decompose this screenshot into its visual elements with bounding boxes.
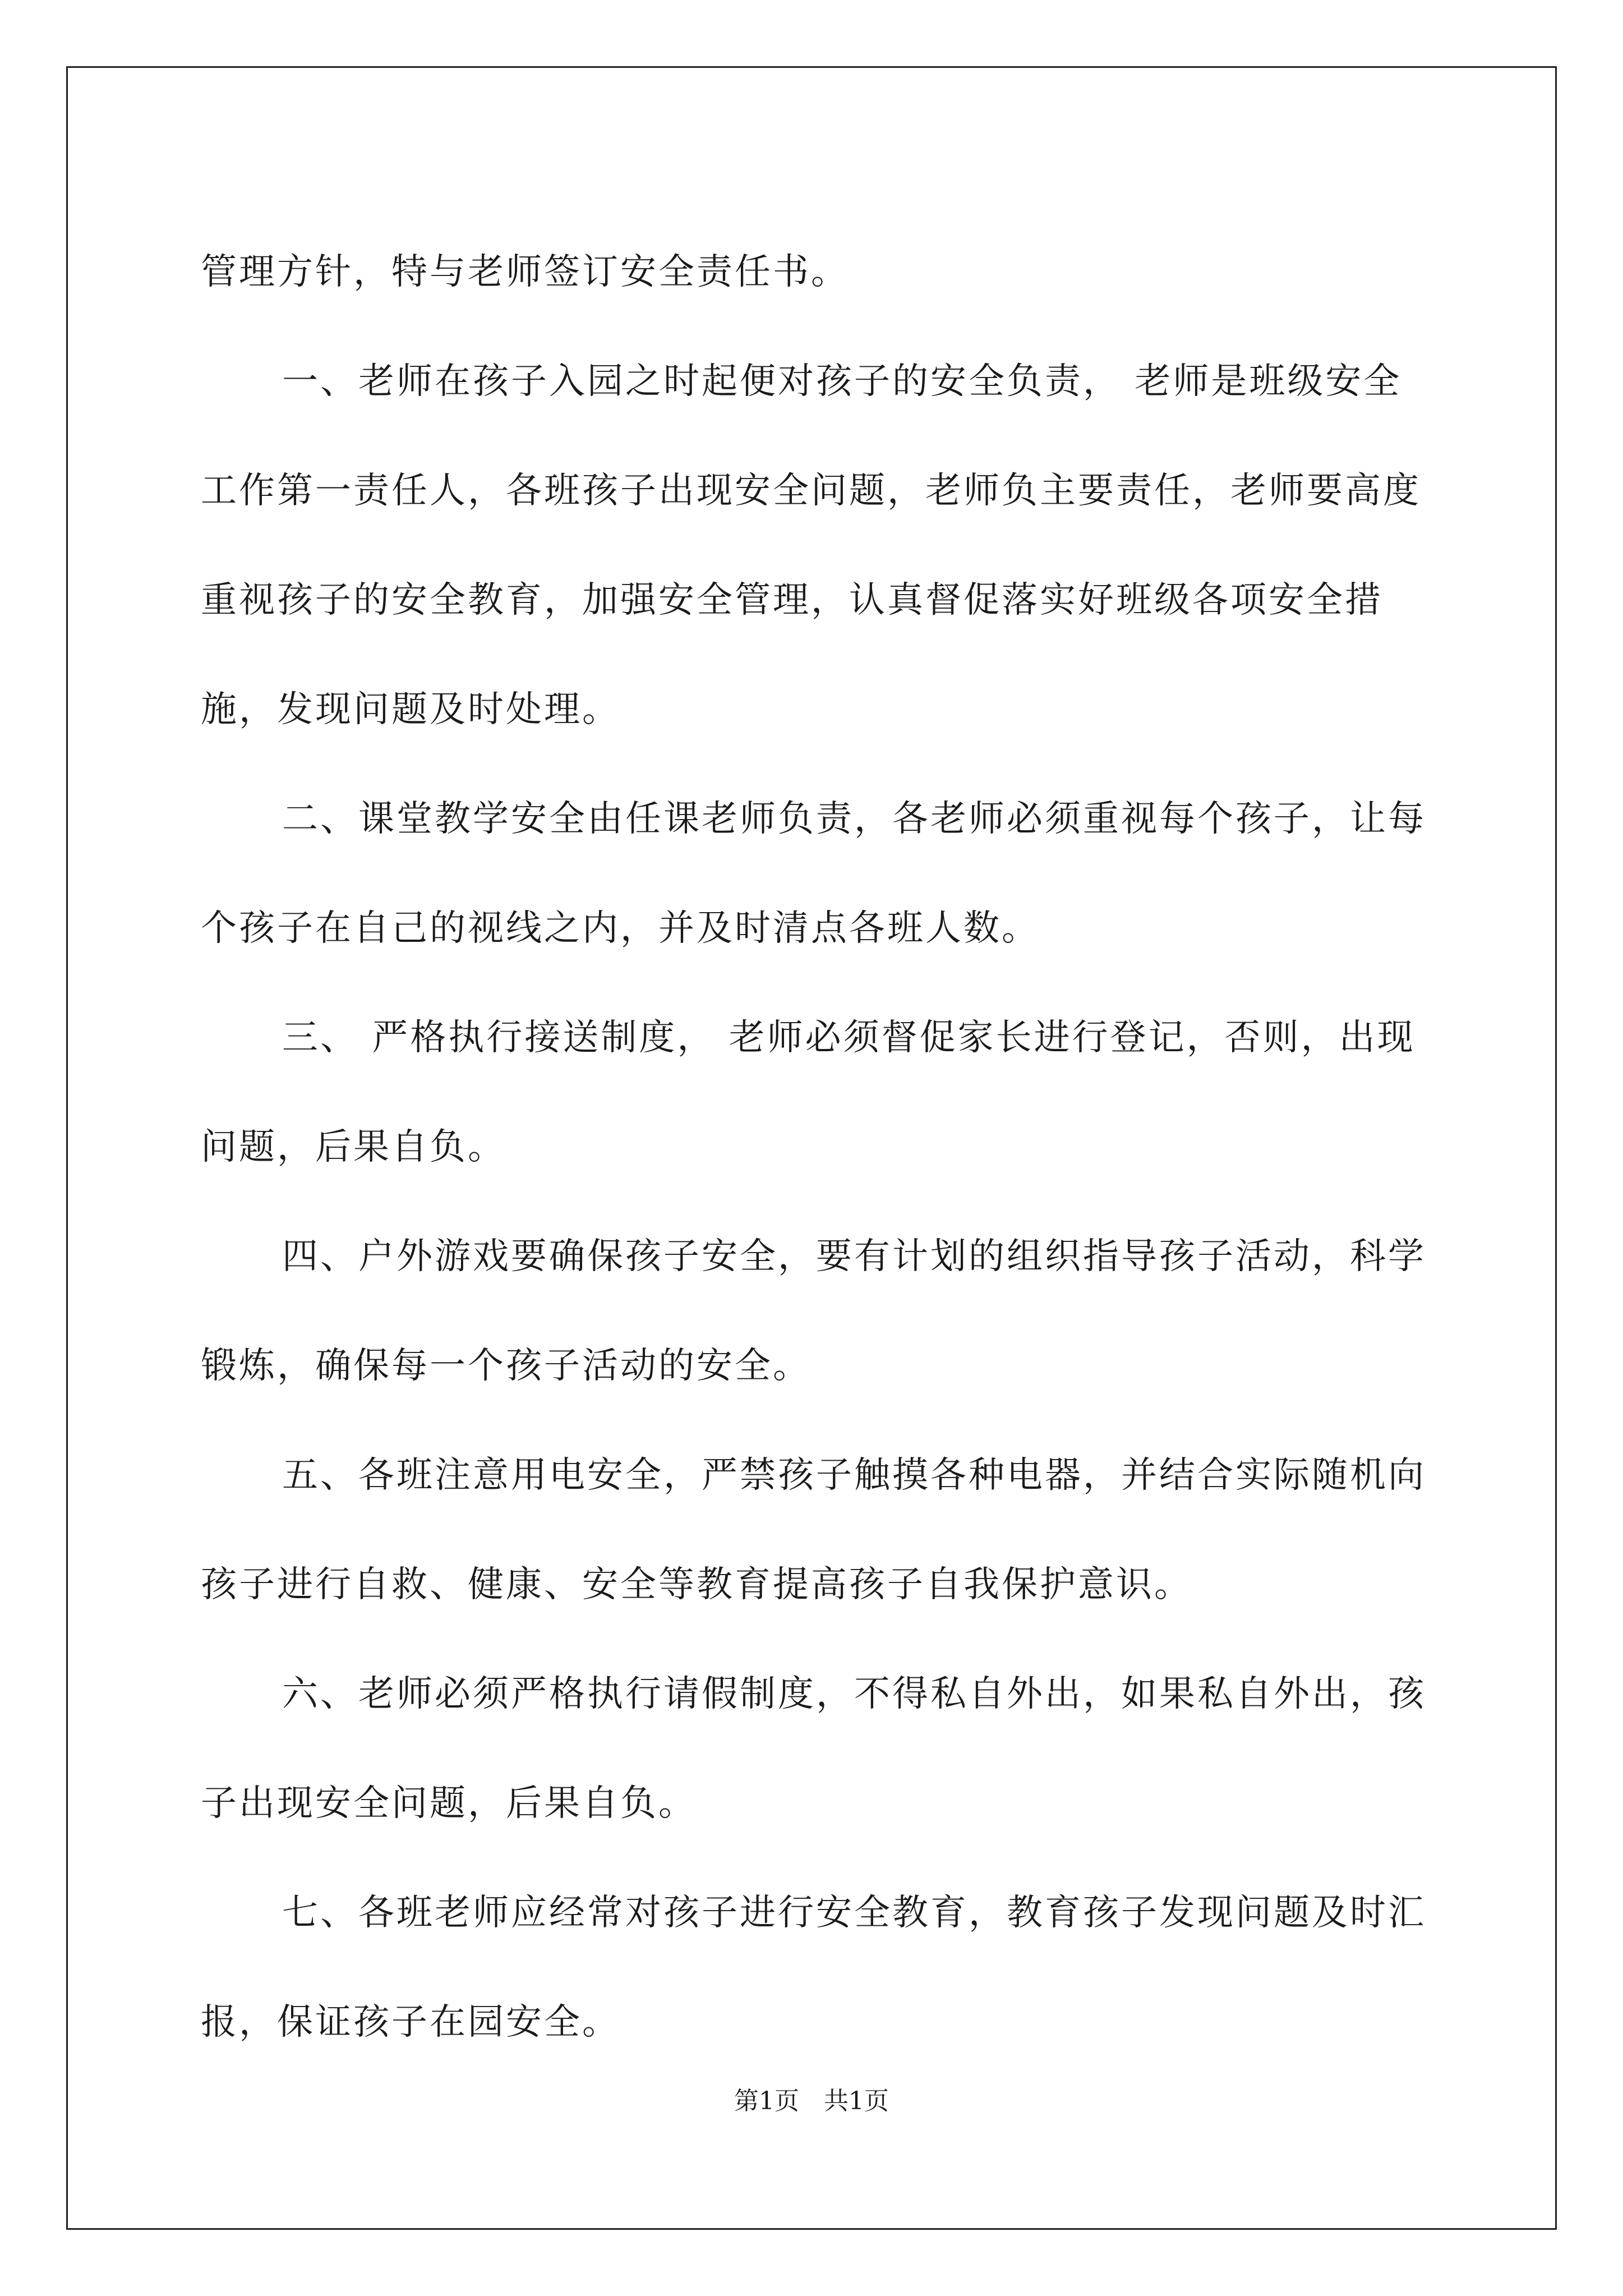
document-body (201, 218, 1435, 2077)
paragraph: 六、老师必须严格执行请假制度，不得私自外出，如果私自外出，孩子出现安全问题，后果自负。 (201, 1673, 1426, 1824)
page-number: 第1页 共1页 (734, 2087, 889, 2115)
paragraph: 四、户外游戏要确保孩子安全，要有计划的组织指导孩子活动，科学锻炼，确保每一个孩子活动的安全。 (201, 1236, 1426, 1387)
paragraph: 三、 严格执行接送制度， 老师必须督促家长进行登记，否则，出现问题，后果自负。 (201, 1017, 1415, 1168)
paragraph: 七、各班老师应经常对孩子进行安全教育，教育孩子发现问题及时汇报，保证孩子在园安全。 (201, 1892, 1426, 2043)
paragraph: 五、各班注意用电安全，严禁孩子触摸各种电器，并结合实际随机向孩子进行自救、健康、安全等教育提高孩子自我保护意识。 (201, 1455, 1426, 1605)
paragraph: 二、课堂教学安全由任课老师负责，各老师必须重视每个孩子，让每个孩子在自己的视线之内，并及时清点各班人数。 (201, 798, 1426, 949)
paragraph: 一、老师在孩子入园之时起便对孩子的安全负责， 老师是班级安全工作第一责任人，各班孩子出现安全问题，老师负主要责任，老师要高度重视孩子的安全教育，加强安全管理，认真督促落实好班级各项安全措施，发现问题及时处理。 (201, 361, 1421, 730)
paragraph: 管理方针，特与老师签订安全责任书。 (201, 251, 849, 293)
